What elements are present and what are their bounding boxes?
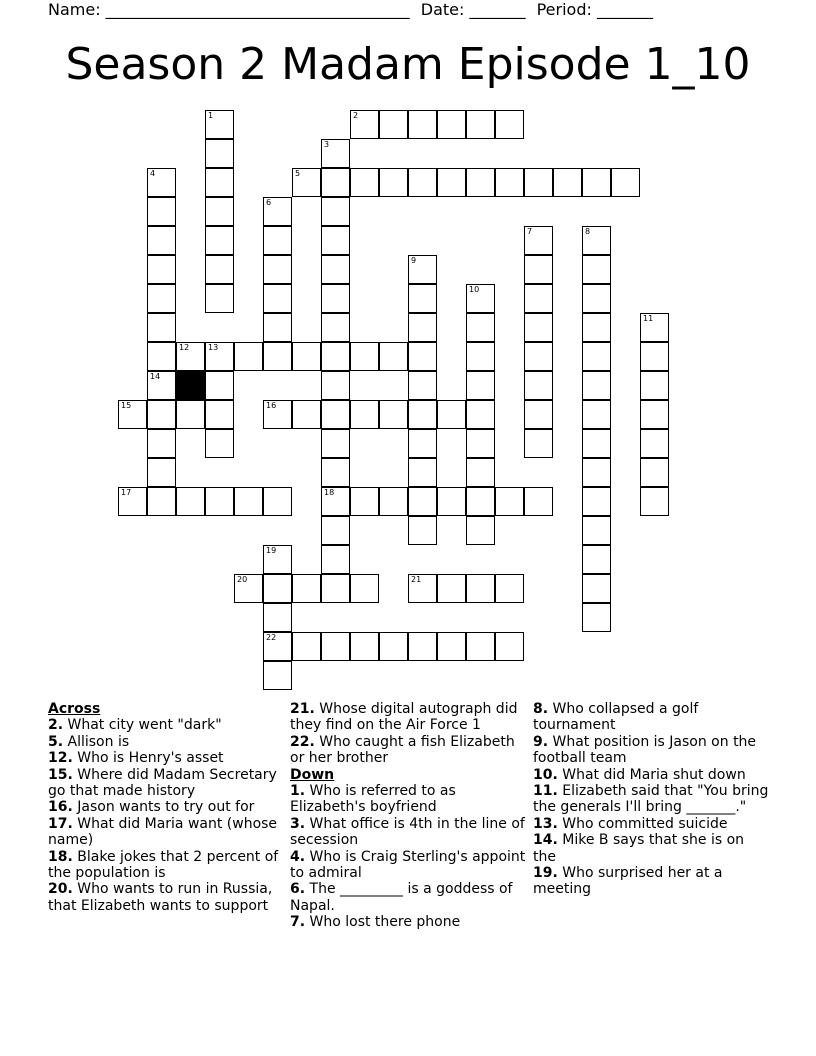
clue-number: 3 — [324, 140, 330, 149]
grid-cell[interactable] — [582, 574, 611, 603]
grid-cell[interactable] — [350, 574, 379, 603]
grid-cell[interactable] — [379, 168, 408, 197]
down-clue: 8. Who collapsed a golf tournament — [533, 701, 699, 734]
clue-number: 18 — [324, 488, 335, 497]
grid-cell[interactable] — [437, 400, 466, 429]
across-clue: 16. Jason wants to try out for — [48, 799, 255, 816]
black-cell — [176, 371, 205, 400]
grid-cell[interactable] — [466, 313, 495, 342]
grid-cell[interactable] — [321, 545, 350, 574]
across-clue: 18. Blake jokes that 2 percent of the population is — [48, 848, 279, 882]
grid-cell[interactable] — [263, 197, 292, 226]
grid-cell[interactable] — [292, 400, 321, 429]
down-clue: 14. Mike B says that she is on the — [533, 832, 745, 865]
date-field[interactable]: Date: _______ — [420, 0, 526, 19]
clue-number: 21 — [411, 575, 422, 584]
grid-cell[interactable] — [408, 110, 437, 139]
grid-cell[interactable] — [379, 400, 408, 429]
grid-cell[interactable] — [582, 603, 611, 632]
grid-cell[interactable] — [321, 458, 350, 487]
grid-cell[interactable] — [524, 226, 553, 255]
grid-cell[interactable] — [205, 429, 234, 458]
clue-number: 5 — [295, 169, 301, 178]
grid-cell[interactable] — [234, 487, 263, 516]
grid-cell[interactable] — [292, 574, 321, 603]
clue-number: 2 — [353, 111, 359, 120]
grid-cell[interactable] — [147, 226, 176, 255]
grid-cell[interactable] — [205, 197, 234, 226]
across-clue: 12. Who is Henry's asset — [48, 750, 224, 767]
grid-cell[interactable] — [379, 632, 408, 661]
down-clue: 6. The _________ is a goddess of Napal. — [290, 881, 513, 914]
grid-cell[interactable] — [321, 429, 350, 458]
grid-cell[interactable] — [321, 516, 350, 545]
grid-cell[interactable] — [263, 255, 292, 284]
grid-cell[interactable] — [205, 371, 234, 400]
clue-number: 4 — [150, 169, 156, 178]
grid-cell[interactable] — [408, 284, 437, 313]
across-heading: Across — [48, 701, 101, 717]
clues-column-3 — [533, 701, 769, 898]
grid-cell[interactable] — [495, 487, 524, 516]
grid-cell[interactable] — [350, 342, 379, 371]
grid-cell[interactable] — [321, 139, 350, 168]
grid-cell[interactable] — [321, 371, 350, 400]
grid-cell[interactable] — [321, 197, 350, 226]
grid-cell[interactable] — [582, 371, 611, 400]
grid-cell[interactable] — [263, 226, 292, 255]
grid-cell[interactable] — [582, 255, 611, 284]
clue-number: 14 — [150, 372, 161, 381]
down-clue: 11. Elizabeth said that "You bring the generals I'll bring _______." — [533, 783, 769, 816]
grid-cell[interactable] — [640, 313, 669, 342]
grid-cell[interactable] — [263, 661, 292, 690]
grid-cell[interactable] — [466, 284, 495, 313]
clue-number: 15 — [121, 401, 132, 410]
grid-cell[interactable] — [582, 400, 611, 429]
grid-cell[interactable] — [495, 632, 524, 661]
grid-cell[interactable] — [147, 313, 176, 342]
down-clue: 4. Who is Craig Sterling's appoint to admiral — [290, 848, 526, 882]
grid-cell[interactable] — [466, 342, 495, 371]
grid-cell[interactable] — [263, 487, 292, 516]
grid-cell[interactable] — [147, 371, 176, 400]
across-clue: 21. Whose digital autograph did they find on the Air Force 1 — [290, 701, 518, 734]
grid-cell[interactable] — [408, 574, 437, 603]
grid-cell[interactable] — [205, 487, 234, 516]
grid-cell[interactable] — [350, 400, 379, 429]
grid-cell[interactable] — [379, 487, 408, 516]
grid-cell[interactable] — [321, 168, 350, 197]
across-clue: 2. What city went "dark" — [48, 717, 222, 734]
clue-number: 19 — [266, 546, 277, 555]
grid-cell[interactable] — [466, 574, 495, 603]
grid-cell[interactable] — [321, 226, 350, 255]
grid-cell[interactable] — [408, 168, 437, 197]
grid-cell[interactable] — [524, 313, 553, 342]
clue-number: 13 — [208, 343, 219, 352]
grid-cell[interactable] — [321, 487, 350, 516]
grid-cell[interactable] — [408, 313, 437, 342]
down-clue: 10. What did Maria shut down — [533, 766, 746, 783]
down-clue: 3. What office is 4th in the line of secession — [290, 815, 525, 849]
grid-cell[interactable] — [147, 487, 176, 516]
clue-number: 8 — [585, 227, 591, 236]
across-clue: 22. Who caught a fish Elizabeth or her brother — [290, 733, 515, 767]
grid-cell[interactable] — [176, 342, 205, 371]
clue-number: 6 — [266, 198, 272, 207]
grid-cell[interactable] — [553, 168, 582, 197]
grid-cell[interactable] — [350, 487, 379, 516]
grid-cell[interactable] — [582, 429, 611, 458]
grid-cell[interactable] — [408, 255, 437, 284]
grid-cell[interactable] — [437, 632, 466, 661]
grid-cell[interactable] — [524, 400, 553, 429]
grid-cell[interactable] — [176, 400, 205, 429]
down-clue: 13. Who committed suicide — [533, 815, 728, 832]
grid-cell[interactable] — [408, 429, 437, 458]
grid-cell[interactable] — [611, 168, 640, 197]
grid-cell[interactable] — [263, 284, 292, 313]
grid-cell[interactable] — [437, 110, 466, 139]
grid-cell[interactable] — [321, 342, 350, 371]
grid-cell[interactable] — [205, 284, 234, 313]
grid-cell[interactable] — [466, 168, 495, 197]
grid-cell[interactable] — [582, 284, 611, 313]
grid-cell[interactable] — [640, 342, 669, 371]
grid-cell[interactable] — [321, 574, 350, 603]
grid-cell[interactable] — [147, 284, 176, 313]
grid-cell[interactable] — [147, 255, 176, 284]
down-heading: Down — [290, 766, 335, 783]
grid-cell[interactable] — [321, 255, 350, 284]
grid-cell[interactable] — [524, 168, 553, 197]
grid-cell[interactable] — [466, 458, 495, 487]
clue-number: 7 — [527, 227, 533, 236]
grid-cell[interactable] — [495, 168, 524, 197]
grid-cell[interactable] — [640, 400, 669, 429]
grid-cell[interactable] — [234, 574, 263, 603]
clue-number: 9 — [411, 256, 417, 265]
grid-cell[interactable] — [263, 603, 292, 632]
grid-cell[interactable] — [524, 429, 553, 458]
grid-cell[interactable] — [466, 487, 495, 516]
grid-cell[interactable] — [640, 429, 669, 458]
period-field[interactable]: Period: _______ — [536, 0, 653, 19]
grid-cell[interactable] — [321, 313, 350, 342]
grid-cell[interactable] — [292, 168, 321, 197]
grid-cell[interactable] — [205, 168, 234, 197]
grid-cell[interactable] — [147, 342, 176, 371]
grid-cell[interactable] — [205, 255, 234, 284]
clue-number: 22 — [266, 633, 277, 642]
grid-cell[interactable] — [495, 574, 524, 603]
grid-cell[interactable] — [147, 400, 176, 429]
grid-cell[interactable] — [263, 342, 292, 371]
grid-cell[interactable] — [379, 110, 408, 139]
grid-cell[interactable] — [582, 168, 611, 197]
clue-number: 10 — [469, 285, 480, 294]
grid-cell[interactable] — [408, 632, 437, 661]
grid-cell[interactable] — [118, 487, 147, 516]
down-clue: 7. Who lost there phone — [290, 914, 461, 931]
clues-column-2 — [290, 701, 526, 931]
grid-cell[interactable] — [263, 545, 292, 574]
grid-cell[interactable] — [205, 139, 234, 168]
grid-cell[interactable] — [524, 371, 553, 400]
grid-cell[interactable] — [437, 168, 466, 197]
grid-cell[interactable] — [466, 110, 495, 139]
name-field[interactable]: Name: ______________________________________ — [48, 0, 410, 19]
grid-cell[interactable] — [350, 168, 379, 197]
grid-cell[interactable] — [582, 487, 611, 516]
across-clue: 20. Who wants to run in Russia, that Elizabeth wants to support — [48, 881, 273, 914]
clue-number: 17 — [121, 488, 132, 497]
grid-cell[interactable] — [582, 516, 611, 545]
grid-cell[interactable] — [437, 487, 466, 516]
grid-cell[interactable] — [640, 487, 669, 516]
grid-cell[interactable] — [263, 400, 292, 429]
clue-number: 20 — [237, 575, 248, 584]
grid-cell[interactable] — [234, 342, 263, 371]
grid-cell[interactable] — [263, 632, 292, 661]
grid-cell[interactable] — [205, 110, 234, 139]
down-clue: 1. Who is referred to as Elizabeth's boyfriend — [290, 783, 456, 816]
grid-cell[interactable] — [408, 516, 437, 545]
across-clue: 15. Where did Madam Secretary go that made history — [48, 766, 277, 800]
grid-cell[interactable] — [408, 487, 437, 516]
clue-number: 1 — [208, 111, 214, 120]
clue-number: 12 — [179, 343, 190, 352]
grid-cell[interactable] — [292, 632, 321, 661]
grid-cell[interactable] — [118, 400, 147, 429]
grid-cell[interactable] — [582, 545, 611, 574]
grid-cell[interactable] — [495, 110, 524, 139]
grid-cell[interactable] — [205, 342, 234, 371]
across-clue: 17. What did Maria want (whose name) — [48, 815, 278, 849]
grid-cell[interactable] — [640, 458, 669, 487]
grid-cell[interactable] — [263, 574, 292, 603]
grid-cell[interactable] — [408, 371, 437, 400]
down-clue: 19. Who surprised her at a meeting — [533, 865, 723, 898]
grid-cell[interactable] — [524, 255, 553, 284]
grid-cell[interactable] — [524, 284, 553, 313]
grid-cell[interactable] — [292, 342, 321, 371]
clue-number: 16 — [266, 401, 277, 410]
grid-cell[interactable] — [437, 574, 466, 603]
grid-cell[interactable] — [524, 342, 553, 371]
grid-cell[interactable] — [466, 516, 495, 545]
grid-cell[interactable] — [379, 342, 408, 371]
grid-cell[interactable] — [147, 168, 176, 197]
grid-cell[interactable] — [466, 371, 495, 400]
grid-cell[interactable] — [321, 632, 350, 661]
grid-cell[interactable] — [466, 632, 495, 661]
down-clue: 9. What position is Jason on the football team — [533, 733, 757, 767]
grid-cell[interactable] — [147, 458, 176, 487]
grid-cell[interactable] — [582, 342, 611, 371]
grid-cell[interactable] — [205, 226, 234, 255]
grid-cell[interactable] — [205, 400, 234, 429]
grid-cell[interactable] — [640, 371, 669, 400]
grid-cell[interactable] — [321, 284, 350, 313]
grid-cell[interactable] — [466, 400, 495, 429]
grid-cell[interactable] — [176, 487, 205, 516]
grid-cell[interactable] — [582, 226, 611, 255]
grid-cell[interactable] — [263, 313, 292, 342]
grid-cell[interactable] — [350, 110, 379, 139]
grid-cell[interactable] — [524, 487, 553, 516]
grid-cell[interactable] — [408, 400, 437, 429]
grid-cell[interactable] — [321, 400, 350, 429]
grid-cell[interactable] — [582, 458, 611, 487]
grid-cell[interactable] — [147, 429, 176, 458]
grid-cell[interactable] — [582, 313, 611, 342]
page-title: Season 2 Madam Episode 1_10 — [65, 39, 751, 90]
clues-column-1 — [48, 701, 280, 914]
grid-cell[interactable] — [466, 429, 495, 458]
grid-cell[interactable] — [408, 342, 437, 371]
grid-cell[interactable] — [147, 197, 176, 226]
grid-cell[interactable] — [408, 458, 437, 487]
grid-cell[interactable] — [350, 632, 379, 661]
clue-number: 11 — [643, 314, 654, 323]
across-clue: 5. Allison is — [48, 733, 130, 750]
